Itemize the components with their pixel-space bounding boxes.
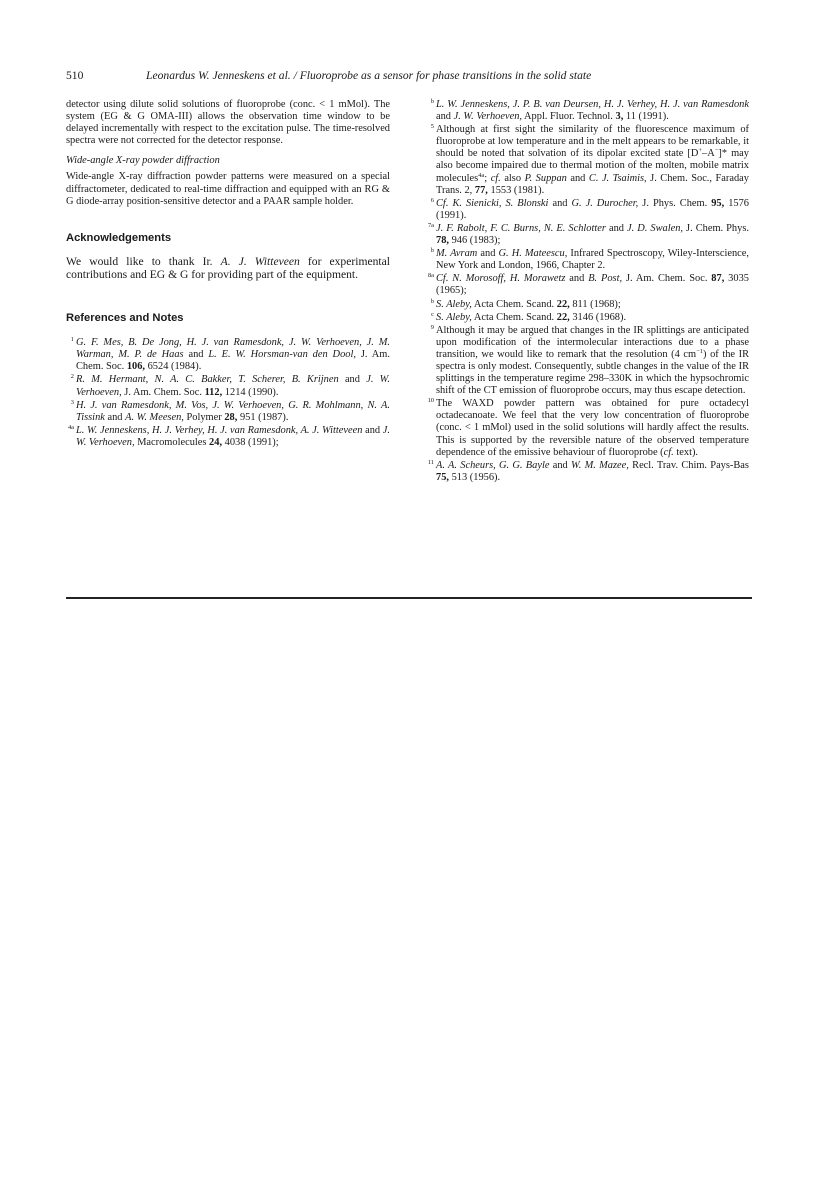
note-10: 10 The WAXD powder pattern was obtained for pure octadecyl octadecanoate. We feel that the very low concentration of fluoroprobe (conc. < 1 mMol) used in the solid solutions will hardly affect the results. This is supported by the reversible nature of the observed temperature dependence of the emissive behaviour of fluoroprobe (cf. text). <box>427 397 749 458</box>
waxd-subheading: Wide-angle X-ray powder diffraction <box>66 155 220 167</box>
reference-7a: 7a J. F. Rabolt, F. C. Burns, N. E. Schlotter and J. D. Swalen, J. Chem. Phys. 78, 946 (1983); <box>427 221 749 247</box>
end-of-article-rule <box>66 597 752 599</box>
acknowledgements-paragraph: We would like to thank Ir. A. J. Witteveen for experimental contributions and EG & G for providing part of the equipment. <box>66 254 390 282</box>
page-number: 510 <box>66 69 84 82</box>
waxd-paragraph: Wide-angle X-ray diffraction powder patterns were measured on a special diffractometer, dedicated to real-time diffraction and equipped with an RG & G diode-array position-sensitive detector and a PAAR sample holder. <box>66 171 390 207</box>
reference-6: 6 Cf. K. Sienicki, S. Blonski and G. J. Durocher, J. Phys. Chem. 95, 1576 (1991). <box>430 196 749 221</box>
note-9: 9 Although it may be argued that changes in the IR splittings are anticipated upon modification of the intermolecular interactions due to a phase transition, we would like to remark that the resolution (4 $cm^{-1}$) of the IR spectra is only modest. Consequently, subtle changes in the value of the IR splittings in the temperature regime 298–330K in which the hypsochromic shift of the CT emission of fluoroprobe occurs, may thus escape detection. <box>430 323 749 397</box>
reference-4b: b L. W. Jenneskens, J. P. B. van Deursen, H. J. Verhey, H. J. van Ramesdonk and J. W. Verhoeven, Appl. Fluor. Technol. 3, 11 (1991). <box>430 98 749 123</box>
reference-7b: b M. Avram and G. H. Mateescu, Infrared Spectroscopy, Wiley-Interscience, New York and London, 1966, Chapter 2. <box>430 247 749 272</box>
acknowledgements-heading: Acknowledgements <box>66 231 172 244</box>
page-header <box>66 68 756 86</box>
reference-1: 1 G. F. Mes, B. De Jong, H. J. van Ramesdonk, J. W. Verhoeven, J. M. Warman, M. P. de Haas and L. E. W. Horsman-van den Dool, J. Am. Chem. Soc. 106, 6524 (1984). <box>70 336 390 373</box>
intro-paragraph: detector using dilute solid solutions of fluoroprobe (conc. < 1 mMol). The system (EG & G OMA-III) allows the observation time window to be delayed incrementally with respect to the excitation pulse. The time-resolved spectra were not corrected for the detector response. <box>66 99 390 147</box>
references-heading: References and Notes <box>66 312 184 325</box>
running-title: Leonardus W. Jenneskens et al. / Fluoroprobe as a sensor for phase transitions in the solid state <box>146 69 592 82</box>
reference-4a: 4a L. W. Jenneskens, H. J. Verhey, H. J. van Ramesdonk, A. J. Witteveen and J. W. Verhoeven, Macromolecules 24, 4038 (1991); <box>67 423 390 448</box>
reference-2: 2 R. M. Hermant, N. A. C. Bakker, T. Scherer, B. Krijnen and J. W. Verhoeven, J. Am. Chem. Soc. 112, 1214 (1990). <box>70 373 390 398</box>
right-column <box>426 99 749 485</box>
reference-11: 11 A. A. Scheurs, G. G. Bayle and W. M. Mazee, Recl. Trav. Chim. Pays-Bas 75, 513 (1956). <box>427 458 749 483</box>
left-column <box>66 99 390 450</box>
reference-8c: c S. Aleby, Acta Chem. Scand. 22, 3146 (1968). <box>431 310 627 323</box>
reference-8b: b S. Aleby, Acta Chem. Scand. 22, 811 (1968); <box>430 297 621 310</box>
reference-3: 3 H. J. van Ramesdonk, M. Vos, J. W. Verhoeven, G. R. Mohlmann, N. A. Tissink and A. W. Meesen, Polymer 28, 951 (1987). <box>70 398 390 423</box>
acknowledged-person: A. J. Witteveen <box>220 254 300 268</box>
reference-8a: 8a Cf. N. Morosoff, H. Morawetz and B. Post, J. Am. Chem. Soc. 87, 3035 (1965); <box>427 272 749 297</box>
note-5: 5 Although at first sight the similarity of the fluorescence maximum of fluoroprobe at low temperature and in the melt appears to be remarkable, it should be noted that solvation of its dipolar excited state [D+–A−]* may also become impaired due to thermal motion of the molten, mobile matrix molecules$^{4a}$; cf. also P. Suppan and C. J. Tsaimis, J. Chem. Soc., Faraday Trans. 2, 77, 1553 (1981). <box>430 123 749 196</box>
